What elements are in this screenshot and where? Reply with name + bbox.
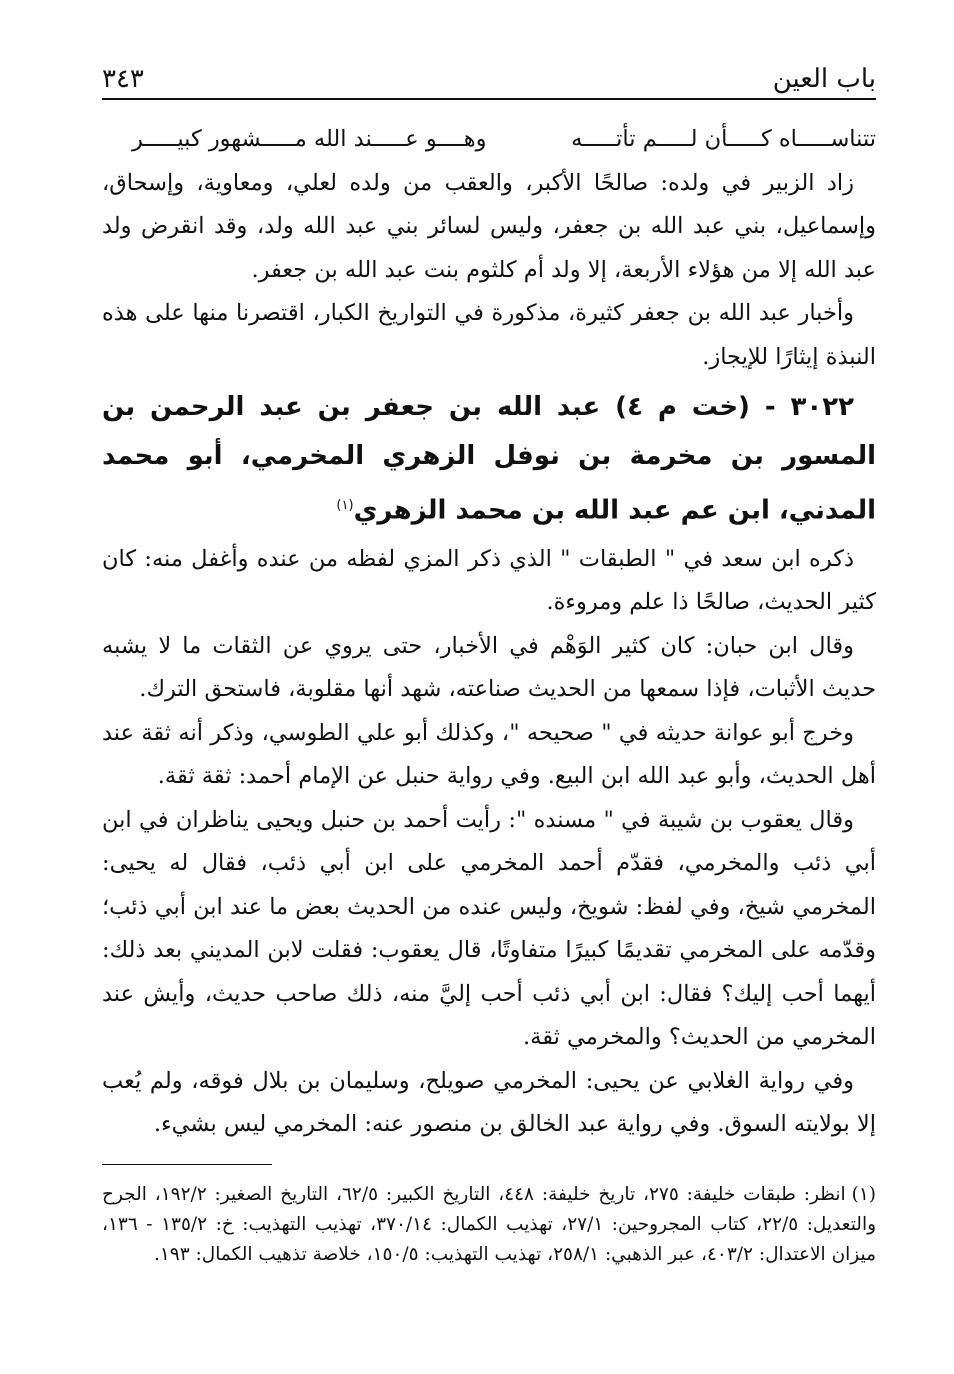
entry-heading-text: ٣٠٢٢ - (خت م ٤) عبد الله بن جعفر بن عبد الرحمن بن المسور بن مخرمة بن نوفل الزهري المخرمي، أبو محمد المدني، ابن عم عبد الله بن محمد الزهري <box>102 392 876 526</box>
poetry-verse <box>102 118 876 162</box>
footnote-number: (١) <box>851 1184 876 1205</box>
footnote-reference: (١) <box>336 498 354 513</box>
page-number: ٣٤٣ <box>102 64 144 94</box>
verse-hemistich-left: وهــــو عـــــند الله مـــــشهور كبيـــــر <box>132 126 487 152</box>
paragraph-yaqub: وقال يعقوب بن شيبة في " مسنده ": رأيت أحمد بن حنبل ويحيى يناظران في ابن أبي ذئب والمخرمي، فقدّم أحمد المخرمي على ابن أبي ذئب، فقال له يحيى: المخرمي شيخ، وفي لفظ: شويخ، وليس عنده من الحديث بعض ما عند ابن أبي ذئب؛ وقدّمه على المخرمي تقديمًا كبيرًا متفاوتًا، قال يعقوب: فقلت لابن المديني بعد ذلك: أيهما أحب إليك؟ فقال: ابن أبي ذئب أحب إليَّ منه، ذلك صاحب حديث، وأيش عند المخرمي من الحديث؟ والمخرمي ثقة. <box>102 806 876 1051</box>
page-header <box>102 58 876 100</box>
entry-heading <box>102 383 876 536</box>
paragraph-news: وأخبار عبد الله بن جعفر كثيرة، مذكورة في التواريخ الكبار، اقتصرنا منها على هذه النبذة إيثارًا للإيجاز. <box>102 300 876 370</box>
paragraph-abu-awana: وخرج أبو عوانة حديثه في " صحيحه "، وكذلك أبو علي الطوسي، وذكر أنه ثقة عند أهل الحديث، وأبو عبد الله ابن البيع. وفي رواية حنبل عن الإمام أحمد: ثقة ثقة. <box>102 719 876 790</box>
section-title: باب العين <box>772 64 876 94</box>
footnote-text: انظر: طبقات خليفة: ٢٧٥، تاريخ خليفة: ٤٤٨، التاريخ الكبير: ٦٢/٥، التاريخ الصغير: ١٩٢/٢، الجرح والتعديل: ٢٢/٥، كتاب المجروحين: ٢٧/١، تهذيب الكمال: ٣٧٠/١٤، تهذيب التهذيب: خ: ١٣٥/٢ - ١٣٦، ميزان الاعتدال: ٤٠٣/٢، عبر الذهبي: ٢٥٨/١، تهذيب التهذيب: ١٥٠/٥، خلاصة تذهيب الكمال: ١٩٣. <box>102 1184 877 1265</box>
paragraph-descendants: زاد الزبير في ولده: صالحًا الأكبر، والعقب من ولده لعلي، ومعاوية، وإسحاق، وإسماعيل، بني عبد الله بن جعفر، وليس لسائر بني عبد الله ولد، وقد انقرض ولد عبد الله إلا من هؤلاء الأربعة، إلا ولد أم كلثوم بنت عبد الله بن جعفر. <box>102 169 876 283</box>
paragraph-ibn-hibban: وقال ابن حبان: كان كثير الوَهْم في الأخبار، حتى يروي عن الثقات ما لا يشبه حديث الأثبات، فإذا سمعها من الحديث صناعته، شهد أنها مقلوبة، فاستحق الترك. <box>102 632 876 703</box>
main-text <box>102 118 876 1147</box>
verse-hemistich-right: تتناســـــاه كـــــأن لـــــم تأتـــــه <box>571 126 876 152</box>
footnote <box>102 1180 876 1270</box>
footnote-divider <box>102 1164 272 1165</box>
paragraph-ibn-saad: ذكره ابن سعد في " الطبقات " الذي ذكر المزي لفظه من عنده وأغفل منه: كان كثير الحديث، صالحًا ذا علم ومروءة. <box>102 545 876 616</box>
paragraph-ghalabi: وفي رواية الغلابي عن يحيى: المخرمي صويلح، وسليمان بن بلال فوقه، ولم يُعب إلا بولايته السوق. وفي رواية عبد الخالق بن منصور عنه: المخرمي ليس بشيء. <box>102 1067 876 1138</box>
